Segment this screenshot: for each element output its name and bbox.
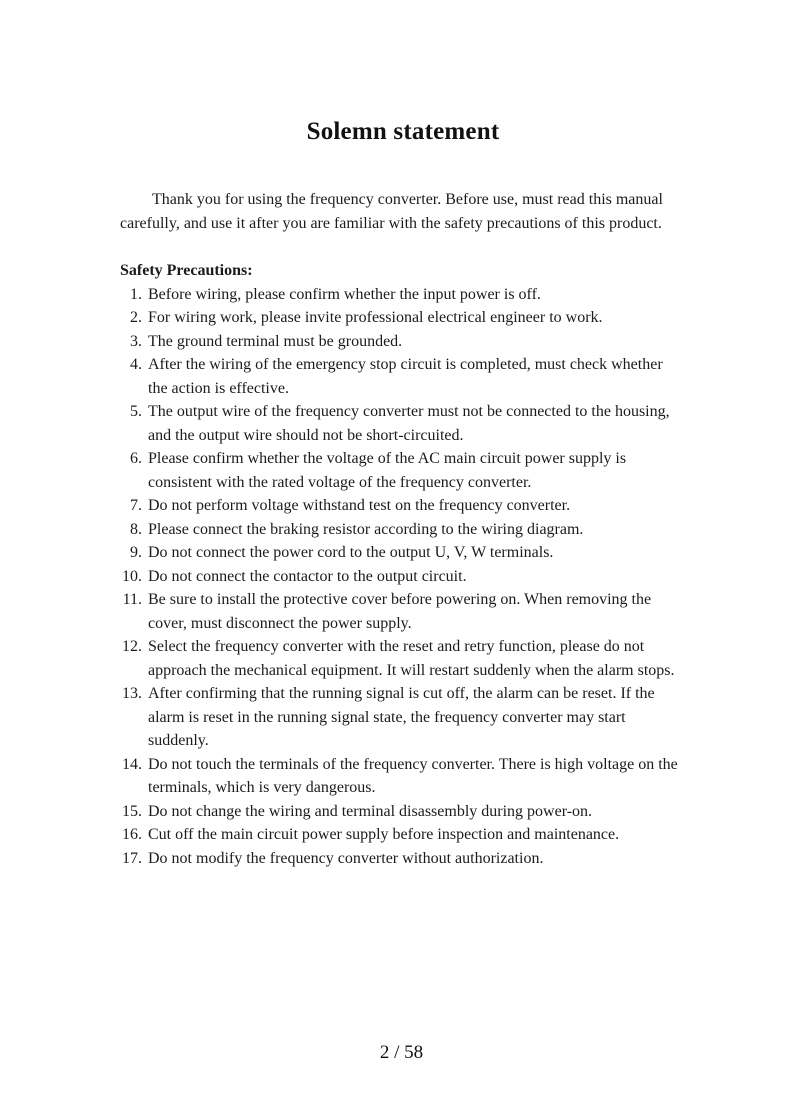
precaution-item (122, 306, 686, 330)
precaution-item (122, 283, 686, 307)
intro-paragraph: Thank you for using the frequency converter. Before use, must read this manual carefully, and use it after you are familiar with the safety precautions of this product. (120, 191, 663, 232)
precaution-list (120, 283, 686, 871)
precaution-text: Be sure to install the protective cover before powering on. When removing the cover, must disconnect the power supply. (148, 591, 652, 632)
precaution-text: Do not change the wiring and terminal disassembly during power-on. (148, 802, 593, 820)
precaution-number: 16. (122, 826, 142, 843)
precaution-number: 17. (122, 849, 142, 867)
precaution-item (122, 635, 686, 682)
precaution-number: 6. (130, 450, 142, 467)
precaution-item (122, 400, 686, 447)
precaution-text: Do not connect the power cord to the output U, V, W terminals. (148, 544, 554, 561)
precaution-item (122, 541, 686, 565)
precaution-number: 2. (130, 309, 142, 326)
precaution-text: Do not connect the contactor to the output circuit. (148, 567, 467, 585)
precaution-item (122, 330, 686, 354)
page-title: Solemn statement (306, 118, 500, 145)
precaution-item (122, 753, 686, 800)
precaution-text: After confirming that the running signal is cut off, the alarm can be reset. If the alarm is reset in the running signal state, the frequency converter may start suddenly. (148, 685, 655, 749)
precaution-item (122, 800, 686, 824)
precaution-item (122, 353, 686, 400)
precaution-number: 1. (130, 285, 142, 303)
precaution-item (122, 518, 686, 542)
precaution-text: After the wiring of the emergency stop circuit is completed, must check whether the action is effective. (148, 356, 663, 397)
precaution-item (122, 682, 686, 753)
page-content (120, 118, 686, 870)
precaution-number: 15. (122, 802, 142, 820)
precaution-text: Before wiring, please confirm whether the input power is off. (148, 285, 541, 303)
precaution-text: Do not perform voltage withstand test on the frequency converter. (148, 497, 571, 514)
precaution-text: The ground terminal must be grounded. (148, 332, 403, 350)
precaution-number: 7. (130, 497, 142, 514)
precaution-item (122, 447, 686, 494)
precaution-number: 8. (130, 520, 142, 538)
precaution-number: 4. (130, 356, 142, 373)
precaution-item (122, 823, 686, 847)
precaution-number: 9. (130, 544, 142, 561)
precaution-text: The output wire of the frequency converter must not be connected to the housing, and the output wire should not be short-circuited. (148, 403, 670, 444)
precaution-text: Please connect the braking resistor according to the wiring diagram. (148, 520, 584, 538)
precaution-number: 5. (130, 403, 142, 420)
precaution-text: For wiring work, please invite professional electrical engineer to work. (148, 309, 603, 326)
precaution-number: 13. (122, 685, 142, 702)
precaution-item (122, 565, 686, 589)
page-number: 2 / 58 (379, 1042, 424, 1063)
precaution-item (122, 494, 686, 518)
section-heading: Safety Precautions: (120, 262, 253, 279)
precaution-number: 14. (122, 755, 142, 773)
precaution-item (122, 847, 686, 871)
precaution-number: 10. (122, 567, 142, 585)
precaution-text: Do not modify the frequency converter without authorization. (148, 849, 544, 867)
precaution-number: 3. (130, 332, 142, 350)
precaution-text: Cut off the main circuit power supply before inspection and maintenance. (148, 826, 620, 843)
precaution-text: Select the frequency converter with the reset and retry function, please do not approach the mechanical equipment. It will restart suddenly when the alarm stops. (148, 638, 675, 679)
precaution-text: Please confirm whether the voltage of the AC main circuit power supply is consistent with the rated voltage of the frequency converter. (148, 450, 627, 491)
precaution-item (122, 588, 686, 635)
precaution-number: 11. (122, 591, 142, 608)
precaution-number: 12. (122, 638, 142, 655)
precaution-text: Do not touch the terminals of the frequency converter. There is high voltage on the terminals, which is very dangerous. (148, 755, 678, 796)
